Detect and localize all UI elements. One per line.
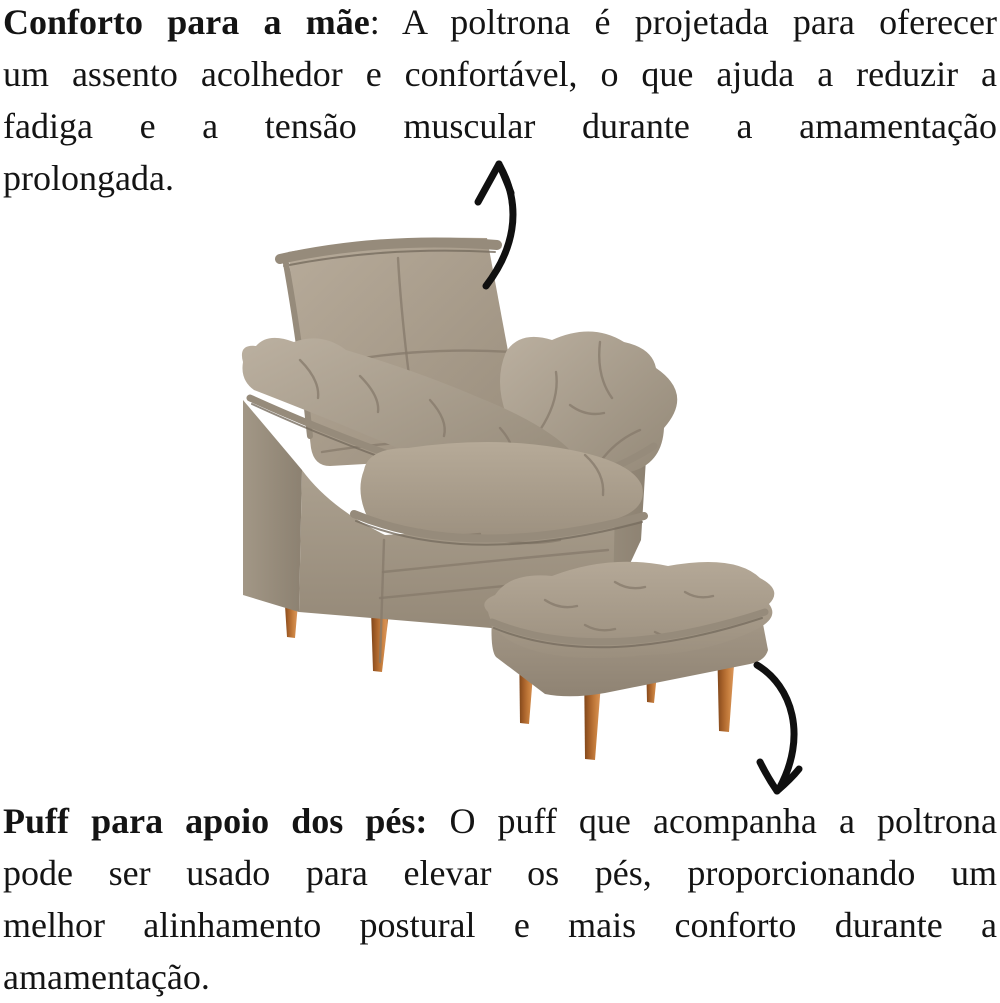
curved-arrow-down-icon: [757, 665, 799, 791]
footrest-puff: [484, 562, 774, 760]
top-note-line-3: fadiga e a tensão muscular durante a amamentação: [3, 106, 997, 146]
bottom-note-line-1: [3, 795, 997, 847]
top-note-line-1-rest: : A poltrona é projetada para oferecer: [369, 2, 997, 42]
top-note-lead: Conforto para a mãe: [3, 2, 370, 42]
top-note-line-2: um assento acolhedor e confortável, o que ajuda a reduzir a: [3, 54, 997, 94]
armchair-left-panel: [243, 400, 302, 612]
bottom-note: [0, 795, 1000, 1003]
bottom-note-line-4: amamentação.: [3, 957, 210, 997]
bottom-note-line-3: melhor alinhamento postural e mais conforto durante a: [3, 905, 997, 945]
armchair-seat-cushion: [354, 442, 644, 545]
bottom-note-lead: Puff para apoio dos pés:: [3, 801, 428, 841]
bottom-note-line-2: pode ser usado para elevar os pés, proporcionando um: [3, 853, 997, 893]
bottom-note-line-1-rest: O puff que acompanha a poltrona: [427, 801, 997, 841]
top-note-line-1: [3, 0, 997, 48]
top-note: [0, 0, 1000, 204]
arrow-down-head: [760, 762, 777, 791]
top-note-line-4: prolongada.: [3, 158, 174, 198]
